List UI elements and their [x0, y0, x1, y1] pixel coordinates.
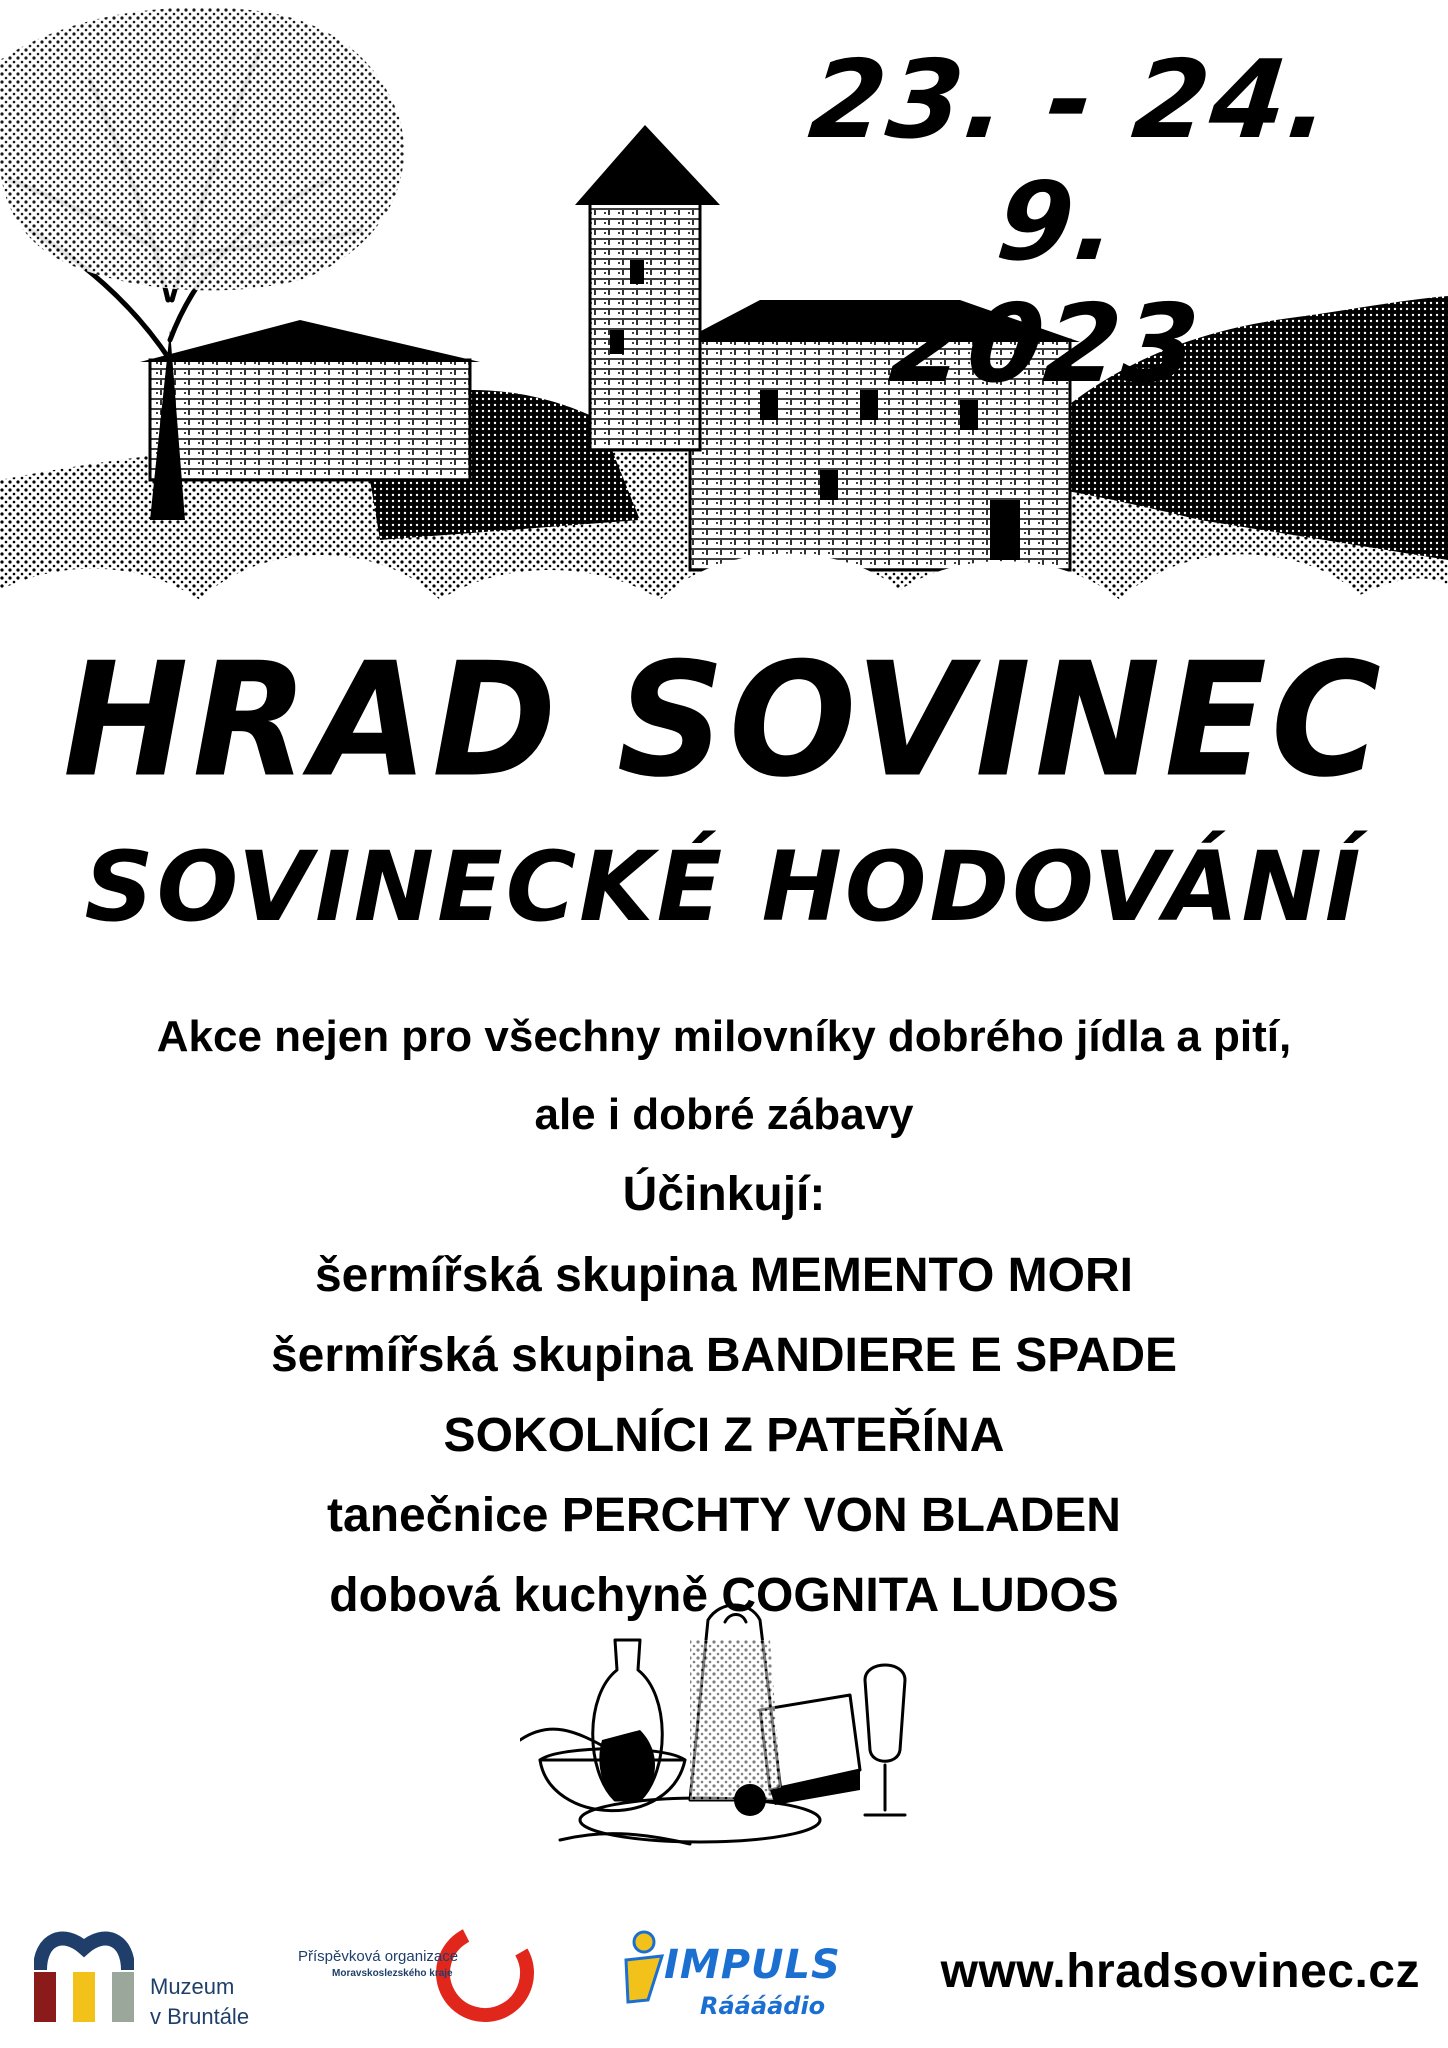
- footer: [0, 1900, 1448, 2048]
- muzeum-line-2: v Bruntále: [150, 2004, 250, 2029]
- impuls-radio: Ráááádio: [700, 1992, 826, 2020]
- intro-line-2: ale i dobré zábavy: [534, 1090, 914, 1139]
- performer-item: dobová kuchyně COGNITA LUDOS: [329, 1569, 1119, 1622]
- performers-heading: Účinkují:: [622, 1168, 826, 1221]
- page-subtitle: SOVINECKÉ HODOVÁNÍ: [84, 831, 1364, 943]
- performer-item: šermířská skupina BANDIERE E SPADE: [270, 1329, 1178, 1382]
- impuls-figure-icon: [618, 1930, 668, 2010]
- hero-castle-illustration: [0, 0, 1448, 640]
- intro-line-1: Akce nejen pro všechny milovníky dobrého jídla a pití,: [156, 1012, 1292, 1061]
- event-description: [0, 998, 1448, 1636]
- impuls-name: IMPULS: [664, 1942, 841, 1988]
- performer-item: šermířská skupina MEMENTO MORI: [314, 1249, 1133, 1302]
- page-title: HRAD SOVINEC: [62, 629, 1386, 813]
- org-line-2: Moravskoslezského kraje: [332, 1968, 453, 1979]
- date-line-1: 23. - 24. 9.: [803, 38, 1338, 285]
- date-line-2: 2023: [884, 282, 1207, 407]
- kraj-logo: [290, 1918, 550, 2038]
- org-line-1: Příspěvková organizace: [298, 1948, 459, 1965]
- food-still-life-illustration: [520, 1600, 940, 1880]
- performer-item: tanečnice PERCHTY VON BLADEN: [327, 1489, 1121, 1542]
- muzeum-line-1: Muzeum: [150, 1974, 235, 1999]
- muzeum-name: [150, 1972, 249, 2032]
- performer-item: SOKOLNÍCI Z PATEŘÍNA: [443, 1409, 1005, 1462]
- website-link[interactable]: www.hradsovinec.cz: [940, 1945, 1420, 1998]
- impuls-logo: [618, 1918, 858, 2038]
- event-date: [719, 40, 1397, 406]
- muzeum-logo-icon: [34, 1920, 134, 2030]
